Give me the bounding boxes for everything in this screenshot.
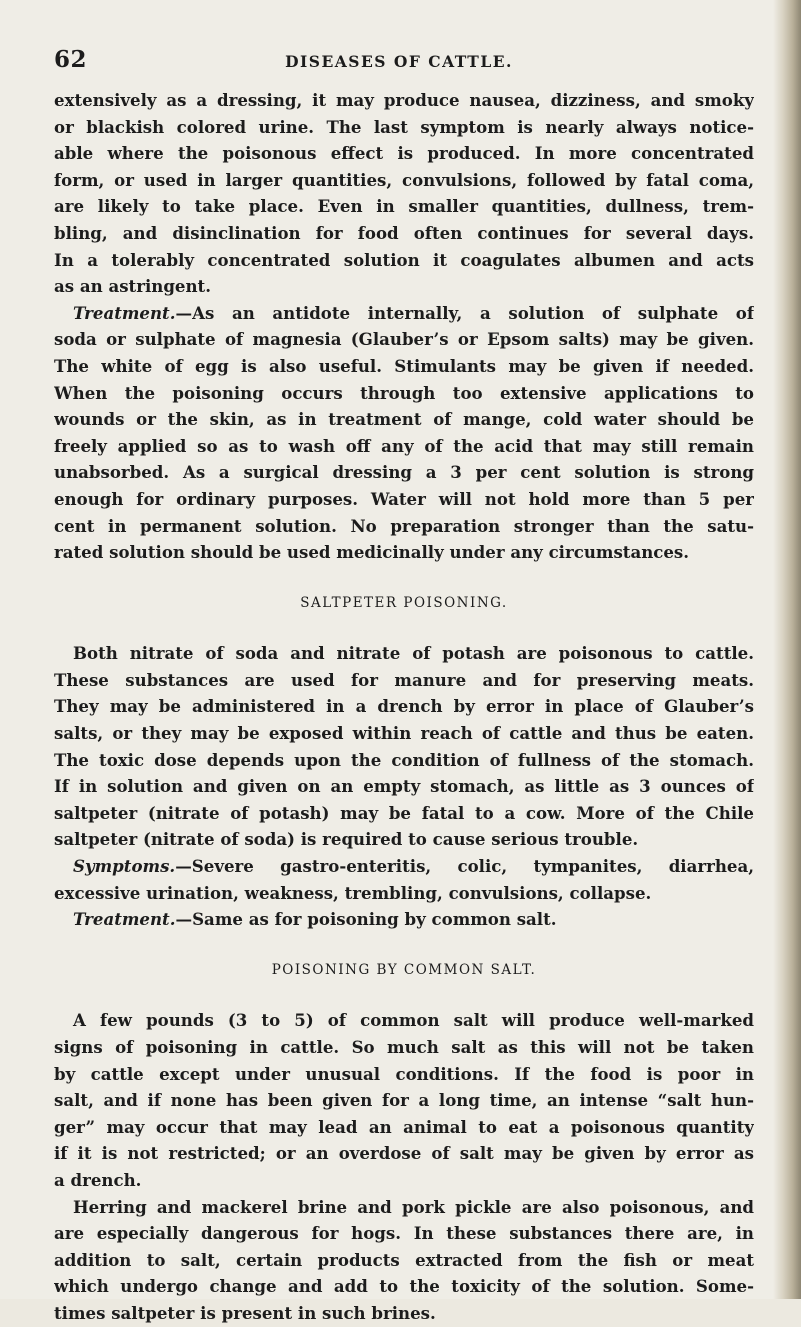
text-line: Treatment.—As an antidote internally, a solution of sulphate of (73, 302, 754, 323)
text-line: or blackish colored urine. The last symptom is nearly always notice- (54, 116, 754, 137)
text-line: wounds or the skin, as in treatment of mange, cold water should be (54, 409, 754, 430)
text-line: soda or sulphate of magnesia (Glauber’s or Epsom salts) may be given. (54, 329, 754, 350)
text-line: addition to salt, certain products extracted from the fish or meat (54, 1249, 754, 1270)
text-line: cent in permanent solution. No preparation stronger than the satu- (54, 515, 754, 536)
text-line: which undergo change and add to the toxicity of the solution. Some- (54, 1276, 754, 1297)
text-line: saltpeter (nitrate of soda) is required to cause serious trouble. (54, 829, 639, 850)
page-number: 62 (54, 46, 88, 73)
text-line: able where the poisonous effect is produced. In more concentrated (54, 143, 754, 164)
text-line: Both nitrate of soda and nitrate of potash are poisonous to cattle. (73, 643, 754, 664)
treatment-label: Treatment. (73, 909, 176, 930)
page-edge-shadow (773, 0, 801, 1299)
text-line: excessive urination, weakness, trembling, convulsions, collapse. (54, 882, 652, 903)
text-line: These substances are used for manure and for preserving meats. (54, 669, 754, 690)
text-line: salt, and if none has been given for a long time, an intense “salt hun- (54, 1090, 754, 1111)
section-heading-common-salt: POISONING BY COMMON SALT. (271, 961, 537, 978)
text-line: are especially dangerous for hogs. In these substances there are, in (54, 1223, 754, 1244)
text-line: rated solution should be used medicinally under any circumstances. (54, 542, 690, 563)
text-line: The white of egg is also useful. Stimulants may be given if needed. (54, 355, 754, 376)
text-line: by cattle except under unusual conditions. If the food is poor in (54, 1063, 754, 1084)
text-line: saltpeter (nitrate of potash) may be fatal to a cow. More of the Chile (54, 802, 754, 823)
text-line: as an astringent. (54, 276, 212, 297)
text-line: Treatment.—Same as for poisoning by common salt. (73, 909, 557, 930)
running-head: DISEASES OF CATTLE. (285, 52, 513, 71)
text-line: A few pounds (3 to 5) of common salt will produce well-marked (73, 1010, 754, 1031)
text-line: extensively as a dressing, it may produce nausea, dizziness, and smoky (54, 90, 754, 110)
text-line: are likely to take place. Even in smaller quantities, dullness, trem- (54, 196, 754, 217)
text-line: If in solution and given on an empty stomach, as little as 3 ounces of (54, 776, 754, 797)
text-line: unabsorbed. As a surgical dressing a 3 per cent solution is strong (54, 462, 754, 483)
text-line: The toxic dose depends upon the condition of fullness of the stomach. (54, 749, 754, 770)
text-line: In a tolerably concentrated solution it coagulates albumen and acts (54, 249, 754, 270)
text-line: times saltpeter is present in such brines. (54, 1302, 436, 1323)
text-line: They may be administered in a drench by error in place of Glauber’s (54, 696, 754, 717)
text-line: form, or used in larger quantities, convulsions, followed by fatal coma, (54, 169, 754, 190)
text-line: Herring and mackerel brine and pork pickle are also poisonous, and (73, 1196, 754, 1217)
section-heading-saltpeter: SALTPETER POISONING. (300, 594, 508, 611)
text-line: a drench. (54, 1169, 142, 1190)
text-line: enough for ordinary purposes. Water will not hold more than 5 per (54, 488, 754, 509)
treatment-label: Treatment. (73, 302, 176, 323)
text-line: Symptoms.—Severe gastro-enteritis, colic, tympanites, diarrhea, (73, 856, 754, 877)
symptoms-label: Symptoms. (73, 856, 176, 877)
page-header (54, 46, 744, 76)
text-line: When the poisoning occurs through too extensive applications to (54, 382, 754, 403)
page-body (54, 87, 754, 1327)
text-line: signs of poisoning in cattle. So much salt as this will not be taken (54, 1037, 754, 1057)
text-line: freely applied so as to wash off any of the acid that may still remain (54, 435, 754, 456)
text-line: if it is not restricted; or an overdose of salt may be given by error as (54, 1143, 754, 1164)
text-line: salts, or they may be exposed within reach of cattle and thus be eaten. (54, 723, 754, 744)
text-line: bling, and disinclination for food often continues for several days. (54, 222, 754, 243)
text-line: ger” may occur that may lead an animal to eat a poisonous quantity (54, 1116, 754, 1137)
